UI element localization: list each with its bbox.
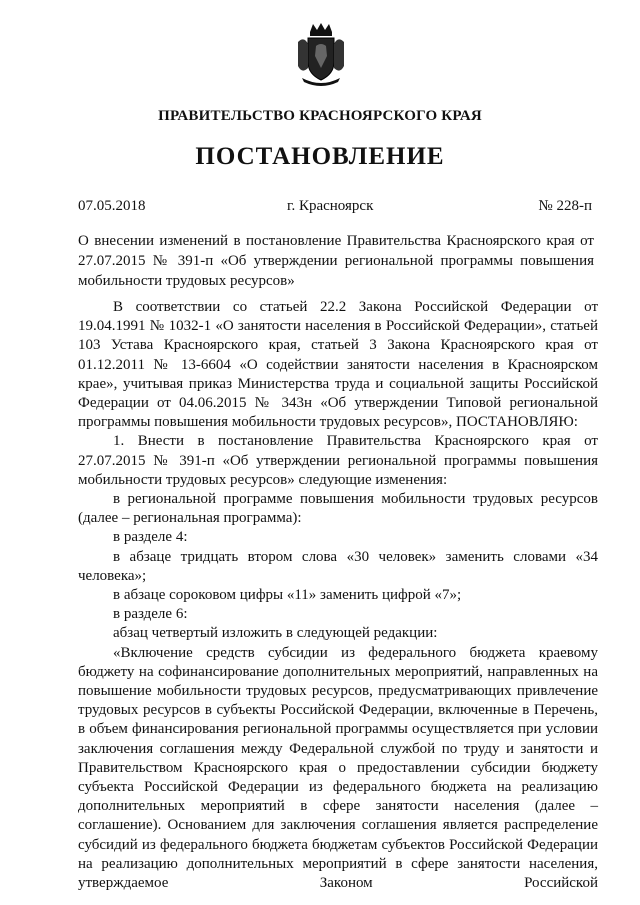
- document-number: № 228-п: [538, 198, 592, 214]
- body-paragraph: «Включение средств субсидии из федерального бюджета краевому бюджету на софинансирование дополнительных мероприятий, направленных на повышение мобильности трудовых ресурсов, предусматривающих привлечение трудовых ресурсов в субъекты Российской Федерации, включенные в Перечень, в объем финансирования региональной программы осуществляется при условии заключения соглашения между Федеральной службой по труду и занятости и Правительством Красноярского края о предоставлении субсидии бюджету субъекта Российской Федерации из федерального бюджета на реализацию дополнительных мероприятий в сфере занятости населения (далее – соглашение). Основанием для заключения соглашения является распределение субсидий из федерального бюджета бюджетам субъектов Российской Федерации на реализацию дополнительных мероприятий в сфере занятости населения, утверждаемое Законом Российской: [78, 644, 598, 892]
- body-paragraph: В соответствии со статьей 22.2 Закона Российской Федерации от 19.04.1991 № 1032-1 «О занятости населения в Российской Федерации», статьей 103 Устава Красноярского края, статьей 3 Закона Красноярского края от 01.12.2011 № 13-6604 «О содействии занятости населения в Красноярском крае», учитывая приказ Министерства труда и социальной защиты Российской Федерации от 04.06.2015 № 343н «Об утверждении Типовой региональной программы повышения мобильности трудовых ресурсов», ПОСТАНОВЛЯЮ:: [78, 299, 598, 431]
- krasnoyarsk-coat-of-arms-icon: [294, 22, 348, 88]
- document-type-title: ПОСТАНОВЛЕНИЕ: [195, 143, 445, 170]
- document-body: [78, 298, 598, 893]
- organization-name: ПРАВИТЕЛЬСТВО КРАСНОЯРСКОГО КРАЯ: [158, 108, 482, 124]
- body-paragraph: абзац четвертый изложить в следующей редакции:: [113, 625, 438, 642]
- body-paragraph: в абзаце тридцать втором слова «30 человек» заменить словами «34 человека»;: [78, 548, 598, 584]
- body-paragraph: 1. Внести в постановление Правительства Красноярского края от 27.07.2015 № 391-п «Об утверждении региональной программы повышения мобильности трудовых ресурсов» следующие изменения:: [78, 433, 598, 488]
- body-paragraph: в региональной программе повышения мобильности трудовых ресурсов (далее – региональная программа):: [78, 491, 598, 527]
- document-subject: О внесении изменений в постановление Правительства Красноярского края от 27.07.2015 № 391-п «Об утверждении региональной программы повышения мобильности трудовых ресурсов»: [78, 233, 594, 289]
- document-date: 07.05.2018: [78, 198, 146, 214]
- body-paragraph: в абзаце сороковом цифры «11» заменить цифрой «7»;: [113, 587, 462, 604]
- body-paragraph: в разделе 4:: [113, 529, 188, 546]
- document-city: г. Красноярск: [287, 198, 374, 214]
- body-paragraph: в разделе 6:: [113, 606, 188, 623]
